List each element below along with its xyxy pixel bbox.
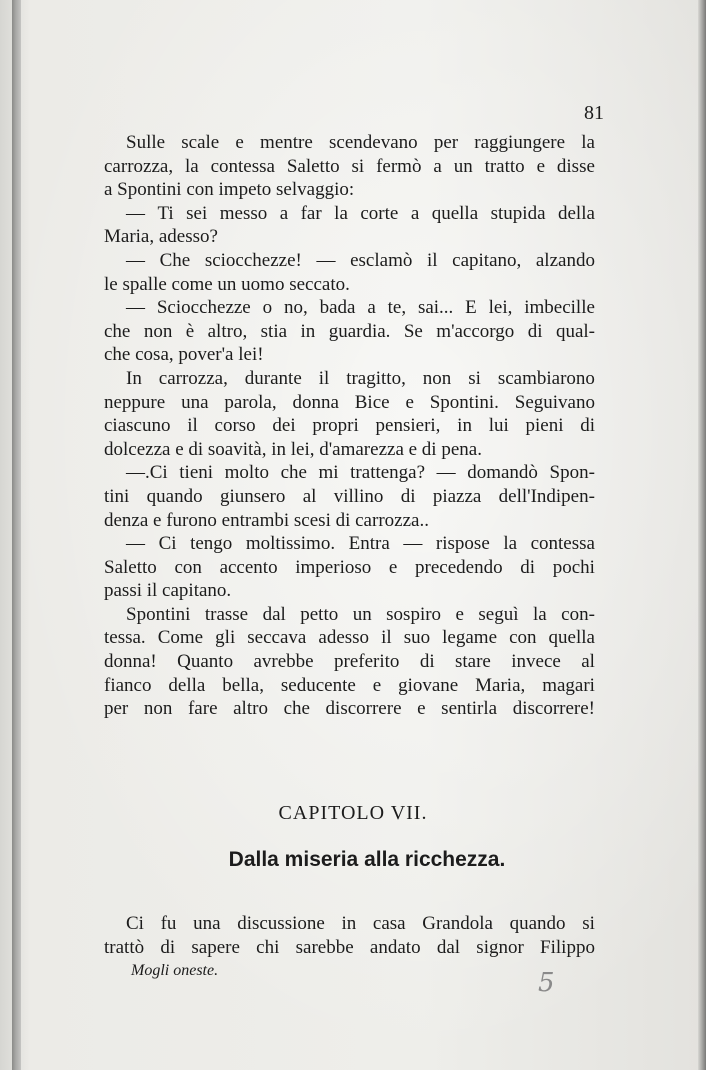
text-line: le spalle come un uomo seccato. (104, 273, 350, 295)
page-binding-shadow (12, 0, 21, 1070)
text-line: fianco della bella, seducente e giovane Maria, magari (104, 674, 595, 696)
text-line: Sulle scale e mentre scendevano per raggiungere la (126, 132, 595, 153)
text-line: tessa. Come gli seccava adesso il suo legame con quella (104, 627, 595, 649)
footer-signature: Mogli oneste. (131, 962, 219, 979)
text-line: Spontini trasse dal petto un sospiro e seguì la con- (126, 603, 595, 625)
text-line: che cosa, pover'a lei! (104, 344, 264, 366)
text-line: —.Ci tieni molto che mi trattenga? — domandò Spon- (126, 462, 595, 484)
chapter-title: Dalla miseria alla ricchezza. (228, 848, 506, 871)
text-line: denza e furono entrambi scesi di carrozza.. (104, 509, 429, 531)
chapter-opening-paragraph (104, 912, 595, 959)
text-line: — Che sciocchezze! — esclamò il capitano, alzando (126, 249, 595, 271)
text-line: In carrozza, durante il tragitto, non si scambiarono (126, 367, 595, 389)
text-line: che non è altro, stia in guardia. Se m'accorgo di qual- (104, 320, 595, 342)
text-line: ciascuno il corso dei propri pensieri, in lui pieni di (104, 415, 595, 437)
text-line: Saletto con accento imperioso e precedendo di pochi (104, 556, 595, 578)
text-line: carrozza, la contessa Saletto si fermò a un tratto e disse (104, 155, 595, 177)
text-line: Maria, adesso? (104, 226, 218, 248)
chapter-heading: CAPITOLO VII. (278, 802, 428, 824)
page-edge-shadow (698, 0, 706, 1070)
text-line: neppure una parola, donna Bice e Spontini. Seguivano (104, 391, 595, 413)
text-line: — Ti sei messo a far la corte a quella stupida della (126, 202, 595, 224)
main-paragraph (104, 131, 595, 721)
pencil-mark: 5 (538, 968, 555, 998)
text-line: — Ci tengo moltissimo. Entra — rispose la contessa (126, 533, 595, 555)
text-line: Ci fu una discussione in casa Grandola quando si (126, 913, 595, 934)
text-line: donna! Quanto avrebbe preferito di stare invece al (104, 651, 595, 673)
text-line: tini quando giunsero al villino di piazza dell'Indipen- (104, 485, 595, 507)
text-line: a Spontini con impeto selvaggio: (104, 179, 355, 201)
page-number: 81 (584, 102, 604, 124)
text-line: trattò di sapere chi sarebbe andato dal signor Filippo (104, 936, 595, 958)
text-line: dolcezza e di soavità, in lei, d'amarezza e di pena. (104, 438, 482, 460)
text-line: — Sciocchezze o no, bada a te, sai... E lei, imbecille (126, 297, 595, 319)
text-line: per non fare altro che discorrere e sentirla discorrere! (104, 698, 595, 720)
text-line: passi il capitano. (104, 580, 232, 602)
